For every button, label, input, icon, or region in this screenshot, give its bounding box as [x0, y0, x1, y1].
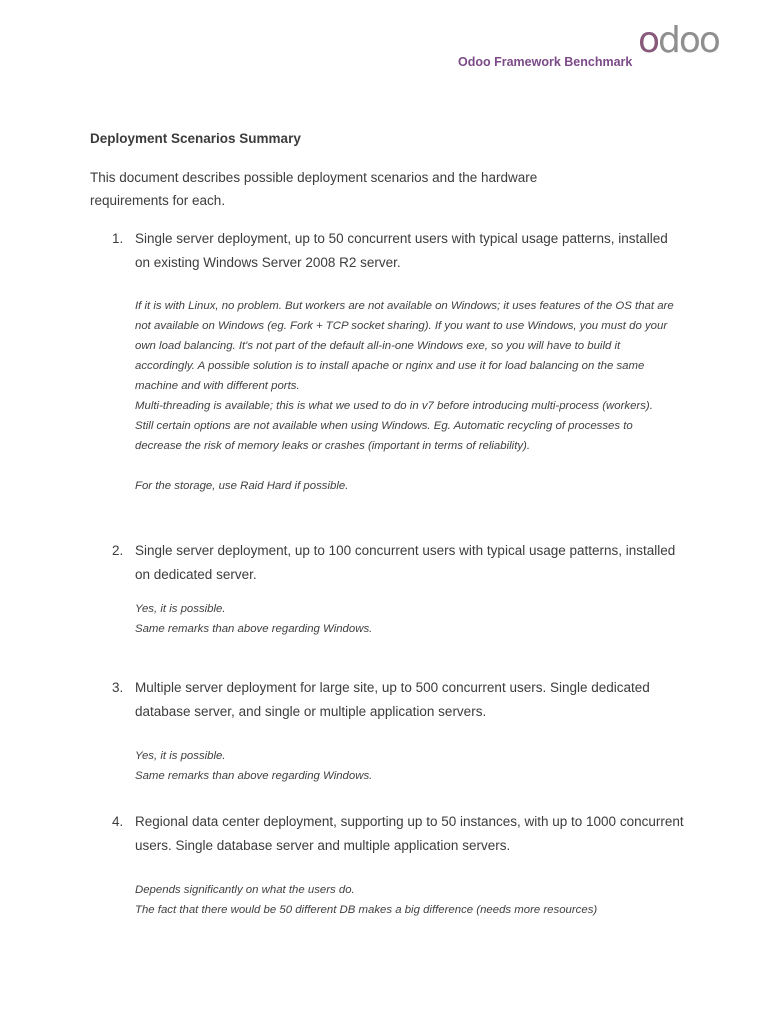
- scenario-3-note-1: Yes, it is possible.: [135, 750, 226, 762]
- scenario-4-note-1: Depends significantly on what the users do.: [135, 884, 355, 896]
- scenario-2-note-2: Same remarks than above regarding Windows.: [135, 623, 373, 635]
- scenario-1-note-3: Still certain options are not available when using Windows. Eg. Automatic recycling of processes to decrease the risk of memory leaks or crashes (important in terms of reliability).: [135, 420, 633, 452]
- scenario-3-note-2: Same remarks than above regarding Windows.: [135, 770, 373, 782]
- scenario-4-notes: [135, 880, 680, 920]
- scenario-1-note-4: For the storage, use Raid Hard if possible.: [135, 480, 349, 492]
- scenario-1-note-1: If it is with Linux, no problem. But workers are not available on Windows; it uses features of the OS that are not available on Windows (eg. Fork + TCP socket sharing). If you want to use Windows, you must do your own load balancing. It's not part of the default all-in-one Windows exe, so you will have to build it accordingly. A possible solution is to install apache or nginx and use it for load balancing on the same machine and with different ports.: [135, 300, 674, 392]
- document-intro: This document describes possible deployment scenarios and the hardware requirements for each.: [90, 170, 538, 208]
- scenario-3-notes: [135, 746, 680, 786]
- scenario-3-number: 3.: [112, 680, 124, 695]
- scenario-2-text: Single server deployment, up to 100 concurrent users with typical usage patterns, installed on dedicated server.: [135, 543, 676, 582]
- scenario-4-note-2: The fact that there would be 50 different DB makes a big difference (needs more resources): [135, 904, 598, 916]
- scenario-2-number: 2.: [112, 543, 124, 558]
- scenario-1-text: Single server deployment, up to 50 concurrent users with typical usage patterns, installed on existing Windows Server 2008 R2 server.: [135, 231, 668, 270]
- document-title: Deployment Scenarios Summary: [90, 131, 301, 146]
- header-label: Odoo Framework Benchmark: [458, 55, 633, 69]
- scenario-3-text: Multiple server deployment for large site, up to 500 concurrent users. Single dedicated database server, and single or multiple application servers.: [135, 680, 650, 719]
- scenario-1-number: 1.: [112, 231, 124, 246]
- scenario-1-note-2: Multi-threading is available; this is what we used to do in v7 before introducing multi-process (workers).: [135, 400, 653, 412]
- odoo-logo-text: odoo: [638, 24, 719, 58]
- scenario-2-note-1: Yes, it is possible.: [135, 603, 226, 615]
- scenario-1-notes: [135, 296, 680, 496]
- scenario-4-text: Regional data center deployment, supporting up to 50 instances, with up to 1000 concurrent users. Single database server and multiple application servers.: [135, 814, 684, 853]
- scenario-4-number: 4.: [112, 814, 124, 829]
- odoo-logo: [638, 24, 738, 58]
- scenario-2-notes: [135, 599, 680, 639]
